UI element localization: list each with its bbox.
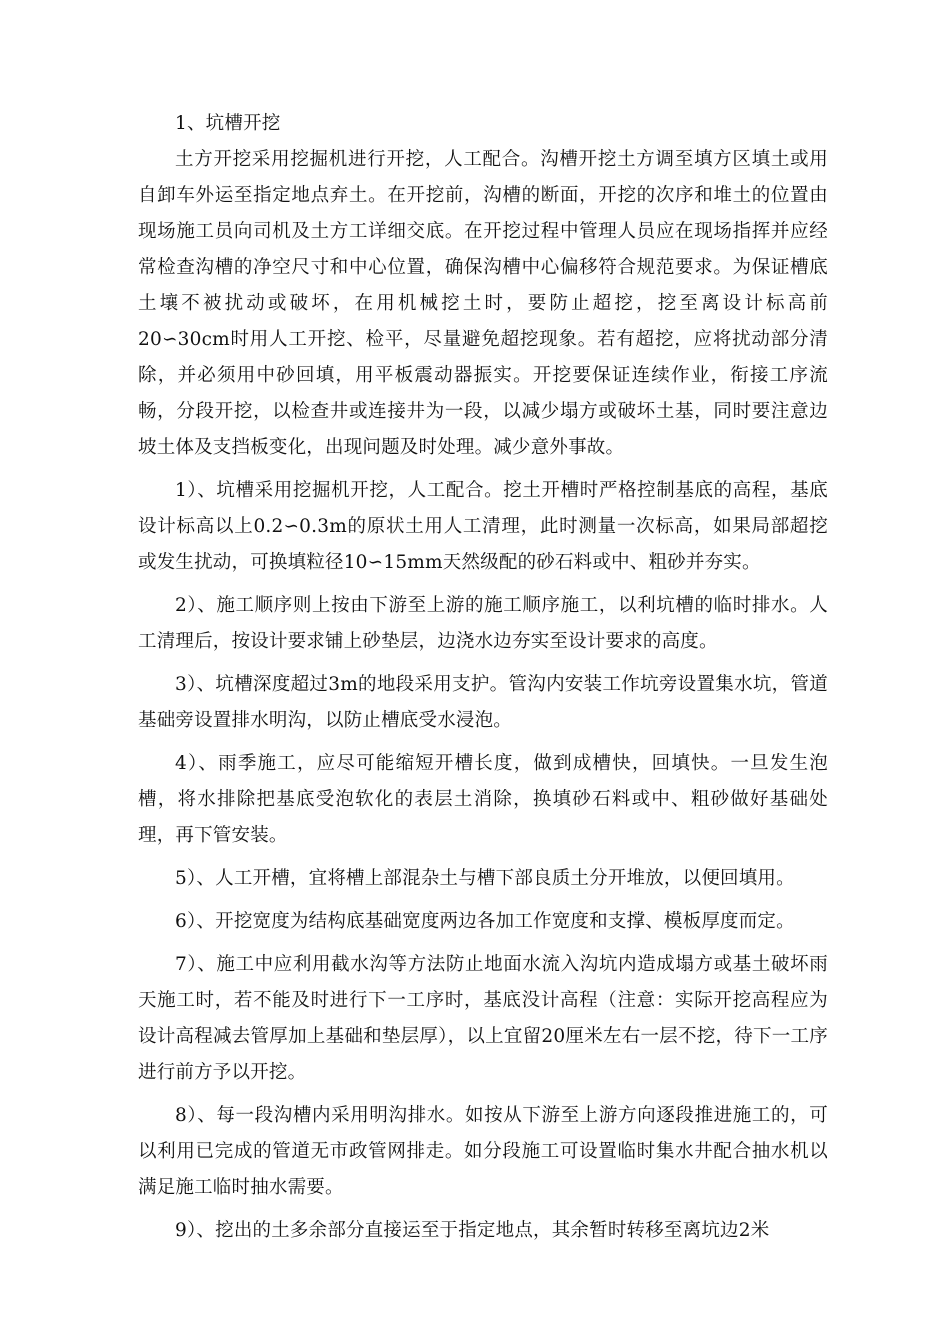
paragraph-item-2: 2）、施工顺序则上按由下游至上游的施工顺序施工，以利坑槽的临时排水。人工清理后，按设计要求铺上砂垫层，边浇水边夯实至设计要求的高度。 <box>138 595 828 652</box>
paragraph-item-6: 6）、开挖宽度为结构底基础宽度两边各加工作宽度和支撑、模板厚度而定。 <box>175 911 795 932</box>
paragraph-item-8: 8）、每一段沟槽内采用明沟排水。如按从下游至上游方向逐段推进施工的，可以利用已完成的管道无市政管网排走。如分段施工可设置临时集水井配合抽水机以满足施工临时抽水需要。 <box>138 1105 828 1198</box>
paragraph-item-3: 3）、坑槽深度超过3m的地段采用支护。管沟内安装工作坑旁设置集水坑，管道基础旁设置排水明沟，以防止槽底受水浸泡。 <box>138 674 828 731</box>
paragraph-item-7: 7）、施工中应利用截水沟等方法防止地面水流入沟坑内造成塌方或基土破坏雨天施工时，若不能及时进行下一工序时，基底没计高程（注意：实际开挖高程应为设计高程减去管厚加上基础和垫层厚），以上宜留20厘米左右一层不挖，待下一工序进行前方予以开挖。 <box>138 954 828 1083</box>
paragraph-item-1: 1）、坑槽采用挖掘机开挖，人工配合。挖土开槽时严格控制基底的高程，基底设计标高以上0.2∽0.3m的原状土用人工清理，此时测量一次标高，如果局部超挖或发生扰动，可换填粒径10∽15mm天然级配的砂石料或中、粗砂并夯实。 <box>138 480 828 573</box>
document-body <box>138 106 828 1249</box>
section-heading: 1、坑槽开挖 <box>175 113 281 134</box>
paragraph-item-9: 9）、挖出的土多余部分直接运至于指定地点，其余暂时转移至离坑边2米 <box>175 1220 770 1241</box>
paragraph-item-5: 5）、人工开槽，宜将槽上部混杂土与槽下部良质土分开堆放，以便回填用。 <box>175 868 795 889</box>
paragraph-item-4: 4）、雨季施工，应尽可能缩短开槽长度，做到成槽快，回填快。一旦发生泡槽，将水排除把基底受泡软化的表层土消除，换填砂石料或中、粗砂做好基础处理，再下管安装。 <box>138 753 828 846</box>
paragraph-intro: 土方开挖采用挖掘机进行开挖，人工配合。沟槽开挖土方调至填方区填土或用自卸车外运至指定地点弃土。在开挖前，沟槽的断面，开挖的次序和堆土的位置由现场施工员向司机及土方工详细交底。在开挖过程中管理人员应在现场指挥并应经常检查沟槽的净空尺寸和中心位置，确保沟槽中心偏移符合规范要求。为保证槽底土壤不被扰动或破坏，在用机械挖土时，要防止超挖，挖至离设计标高前20∽30cm时用人工开挖、检平，尽量避免超挖现象。若有超挖，应将扰动部分清除，并必须用中砂回填，用平板震动器振实。开挖要保证连续作业，衔接工序流畅，分段开挖，以检查井或连接井为一段，以减少塌方或破坏土基，同时要注意边坡土体及支挡板变化，出现问题及时处理。减少意外事故。 <box>138 149 828 458</box>
